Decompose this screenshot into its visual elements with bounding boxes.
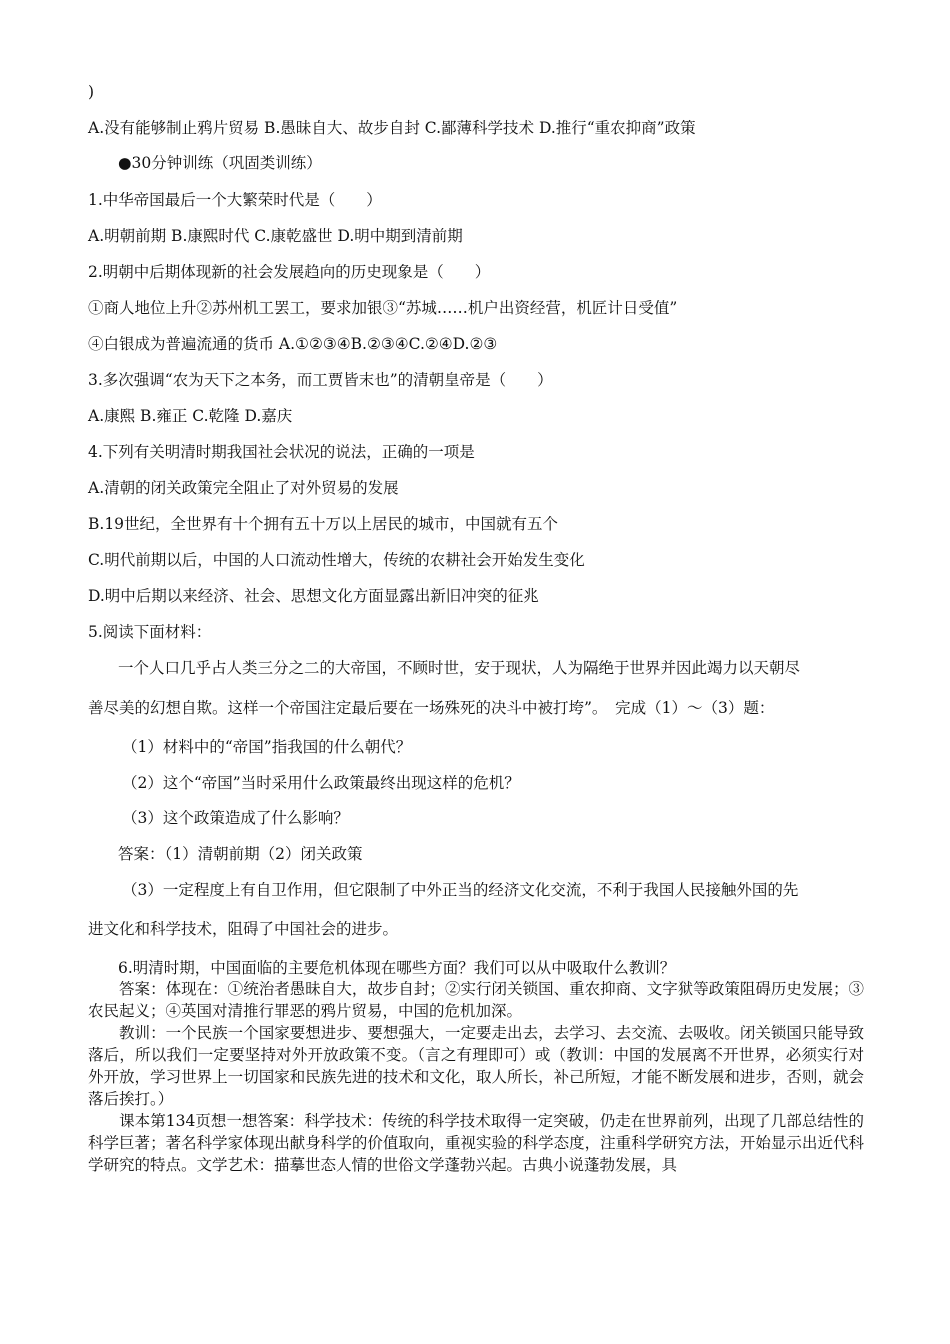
question-3: 3.多次强调“农为天下之本务，而工贾皆末也”的清朝皇帝是（ ） <box>88 371 553 389</box>
answer-5-part-3: （3）一定程度上有自卫作用，但它限制了中外正当的经济文化交流，不利于我国人民接触外国的先 <box>122 881 799 899</box>
question-4-option-b: B.19世纪，全世界有十个拥有五十万以上居民的城市，中国就有五个 <box>88 515 559 533</box>
question-4-option-c: C.明代前期以后，中国的人口流动性增大，传统的农耕社会开始发生变化 <box>88 551 585 569</box>
question-6: 6.明清时期，中国面临的主要危机体现在哪些方面？我们可以从中吸取什么教训？ <box>118 959 676 977</box>
material-line-2: 善尽美的幻想自欺。这样一个帝国注定最后要在一场殊死的决斗中被打垮”。 完成（1）～（3）题： <box>88 699 775 717</box>
question-1-options: A.明朝前期 B.康熙时代 C.康乾盛世 D.明中期到清前期 <box>88 227 463 245</box>
sub-question-1: （1）材料中的“帝国”指我国的什么朝代？ <box>122 738 412 756</box>
question-2: 2.明朝中后期体现新的社会发展趋向的历史现象是（ ） <box>88 263 491 281</box>
question-3-options: A.康熙 B.雍正 C.乾隆 D.嘉庆 <box>88 407 293 425</box>
text-line-options: A.没有能够制止鸦片贸易 B.愚昧自大、故步自封 C.鄙薄科学技术 D.推行“重农抑商”政策 <box>88 119 696 137</box>
text-line-closing-paren: ) <box>88 83 95 101</box>
question-2-options: ④白银成为普遍流通的货币 A.①②③④B.②③④C.②④D.②③ <box>88 335 498 353</box>
material-line-1: 一个人口几乎占人类三分之二的大帝国，不顾时世，安于现状，人为隔绝于世界并因此竭力以天朝尽 <box>118 659 801 677</box>
textbook-answer-paragraph: 课本第134页想一想答案：科学技术：传统的科学技术取得一定突破，仍走在世界前列，出现了几部总结性的科学巨著；著名科学家体现出献身科学的价值取向，重视实验的科学态度，注重科学研究方法，开始显示出近代科学研究的特点。文学艺术：描摹世态人情的世俗文学蓬勃兴起。古典小说蓬勃发展，具 <box>88 1112 864 1174</box>
answer-6-paragraph: 答案：体现在：①统治者愚昧自大，故步自封；②实行闭关锁国、重农抑商、文字狱等政策阻碍历史发展；③农民起义；④英国对清推行罪恶的鸦片贸易，中国的危机加深。 <box>88 980 864 1020</box>
question-2-items: ①商人地位上升②苏州机工罢工，要求加银③“苏城……机户出资经营，机匠计日受值” <box>88 299 678 317</box>
question-5: 5.阅读下面材料： <box>88 623 212 641</box>
answer-6-body <box>88 978 864 1176</box>
question-4: 4.下列有关明清时期我国社会状况的说法，正确的一项是 <box>88 443 475 461</box>
sub-question-2: （2）这个“帝国”当时采用什么政策最终出现这样的危机？ <box>122 774 520 792</box>
answer-5-part-3-cont: 进文化和科学技术，阻碍了中国社会的进步。 <box>88 920 399 938</box>
question-1: 1.中华帝国最后一个大繁荣时代是（ ） <box>88 191 382 209</box>
sub-question-3: （3）这个政策造成了什么影响？ <box>122 809 349 827</box>
question-4-option-d: D.明中后期以来经济、社会、思想文化方面显露出新旧冲突的征兆 <box>88 587 539 605</box>
question-4-option-a: A.清朝的闭关政策完全阻止了对外贸易的发展 <box>88 479 399 497</box>
answer-5-part-1: 答案：（1）清朝前期（2）闭关政策 <box>118 845 363 863</box>
lesson-paragraph: 教训：一个民族一个国家要想进步、要想强大，一定要走出去，去学习、去交流、去吸收。闭关锁国只能导致落后，所以我们一定要坚持对外开放政策不变。（言之有理即可）或（教训：中国的发展离不开世界，必须实行对外开放，学习世界上一切国家和民族先进的技术和文化，取人所长，补己所短，才能不断发展和进步，否则，就会落后挨打。） <box>88 1024 864 1108</box>
section-heading: ●30分钟训练（巩固类训练） <box>118 154 322 172</box>
